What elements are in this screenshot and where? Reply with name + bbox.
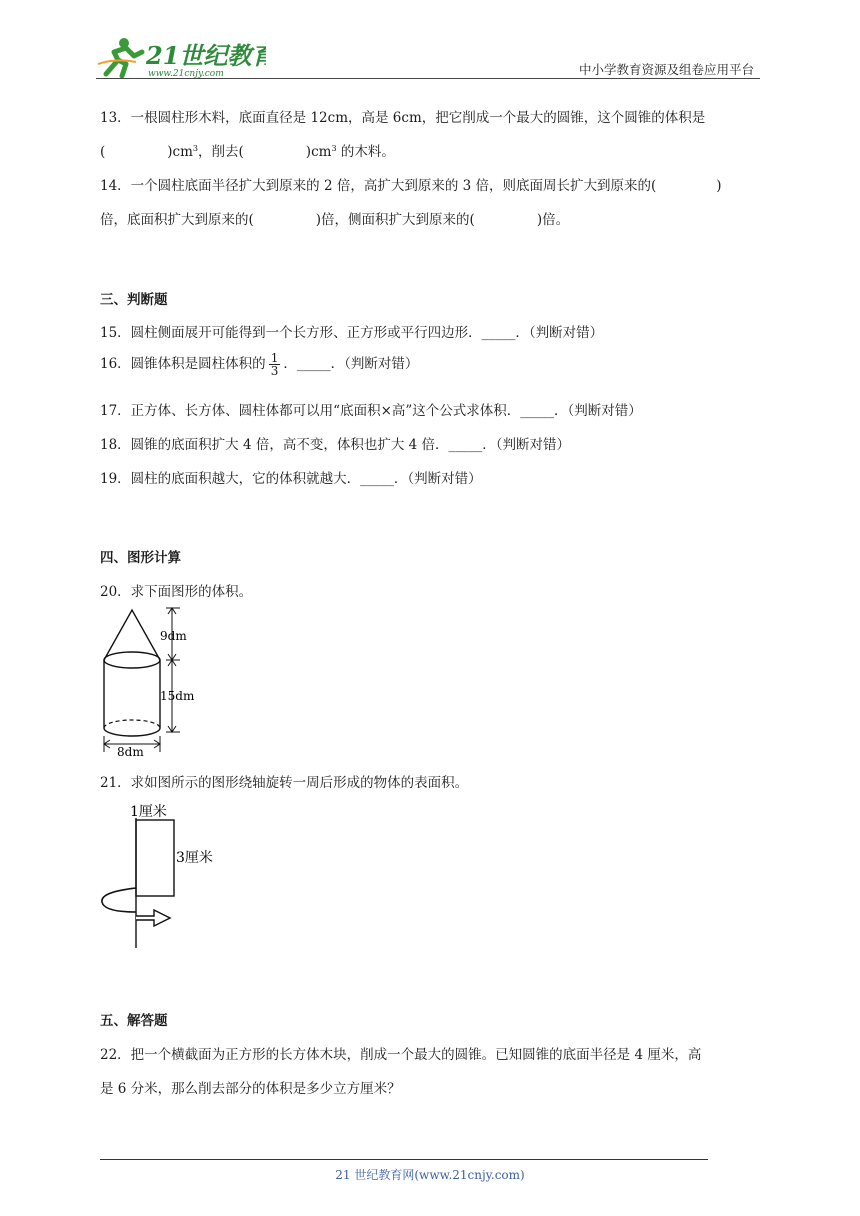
q14-line2: 倍，底面积扩大到原来的( )倍，侧面积扩大到原来的( )倍。 <box>100 212 570 228</box>
q21: 21．求如图所示的图形绕轴旋转一周后形成的物体的表面积。 <box>100 775 469 791</box>
q13-line1: 13．一根圆柱形木料，底面直径是 12cm，高是 6cm，把它削成一个最大的圆锥，这个圆锥的体积是 <box>100 110 706 126</box>
q22-line1: 22．把一个横截面为正方形的长方体木块，削成一个最大的圆锥。已知圆锥的底面半径是 4 厘米，高 <box>100 1047 702 1063</box>
q19: 19．圆柱的底面积越大，它的体积就越大．_____．（判断对错） <box>100 471 482 487</box>
logo-runner-icon <box>96 34 266 80</box>
logo-url: www.21cnjy.com <box>148 69 224 79</box>
label-8dm: 8dm <box>117 745 144 759</box>
header-platform-text: 中小学教育资源及组卷应用平台 <box>578 62 754 77</box>
fraction-one-third: $\frac{1}{3}$ <box>270 351 279 378</box>
header-divider <box>96 78 760 79</box>
label-9dm: 9dm <box>160 629 187 643</box>
q18: 18．圆锥的底面积扩大 4 倍，高不变，体积也扩大 4 倍．_____．（判断对错） <box>100 437 571 453</box>
q20: 20．求下面图形的体积。 <box>100 584 253 600</box>
q15: 15．圆柱侧面展开可能得到一个长方形、正方形或平行四边形．_____．（判断对错） <box>100 325 604 341</box>
q14-line1: 14．一个圆柱底面半径扩大到原来的 2 倍，高扩大到原来的 3 倍，则底面周长扩大到原来的( ) <box>100 178 722 194</box>
label-15dm: 15dm <box>160 689 195 703</box>
q13-line2: ( )$cm^3$，削去( )$cm^3$ 的木料。 <box>100 144 395 160</box>
site-logo <box>96 34 266 80</box>
section5-title: 五、解答题 <box>100 1013 168 1029</box>
logo-title: 21世纪教育 <box>146 41 266 70</box>
label-3cm: 3厘米 <box>176 850 213 866</box>
footer-divider <box>100 1159 708 1160</box>
q22-line2: 是 6 分米，那么削去部分的体积是多少立方厘米？ <box>100 1081 401 1097</box>
section3-title: 三、判断题 <box>100 292 168 308</box>
label-1cm: 1厘米 <box>130 804 167 820</box>
section4-title: 四、图形计算 <box>100 550 181 566</box>
figure-rotating-rectangle <box>96 798 236 954</box>
figure-cone-on-cylinder <box>96 604 216 764</box>
footer-link[interactable]: 21 世纪教育网(www.21cnjy.com) <box>335 1168 525 1182</box>
q17: 17．正方体、长方体、圆柱体都可以用“底面积×高”这个公式求体积．_____．（判断对错） <box>100 403 642 419</box>
q16: 16．圆锥体积是圆柱体积的 $\frac{1}{3}$ ．_____．（判断对错） <box>100 351 419 378</box>
